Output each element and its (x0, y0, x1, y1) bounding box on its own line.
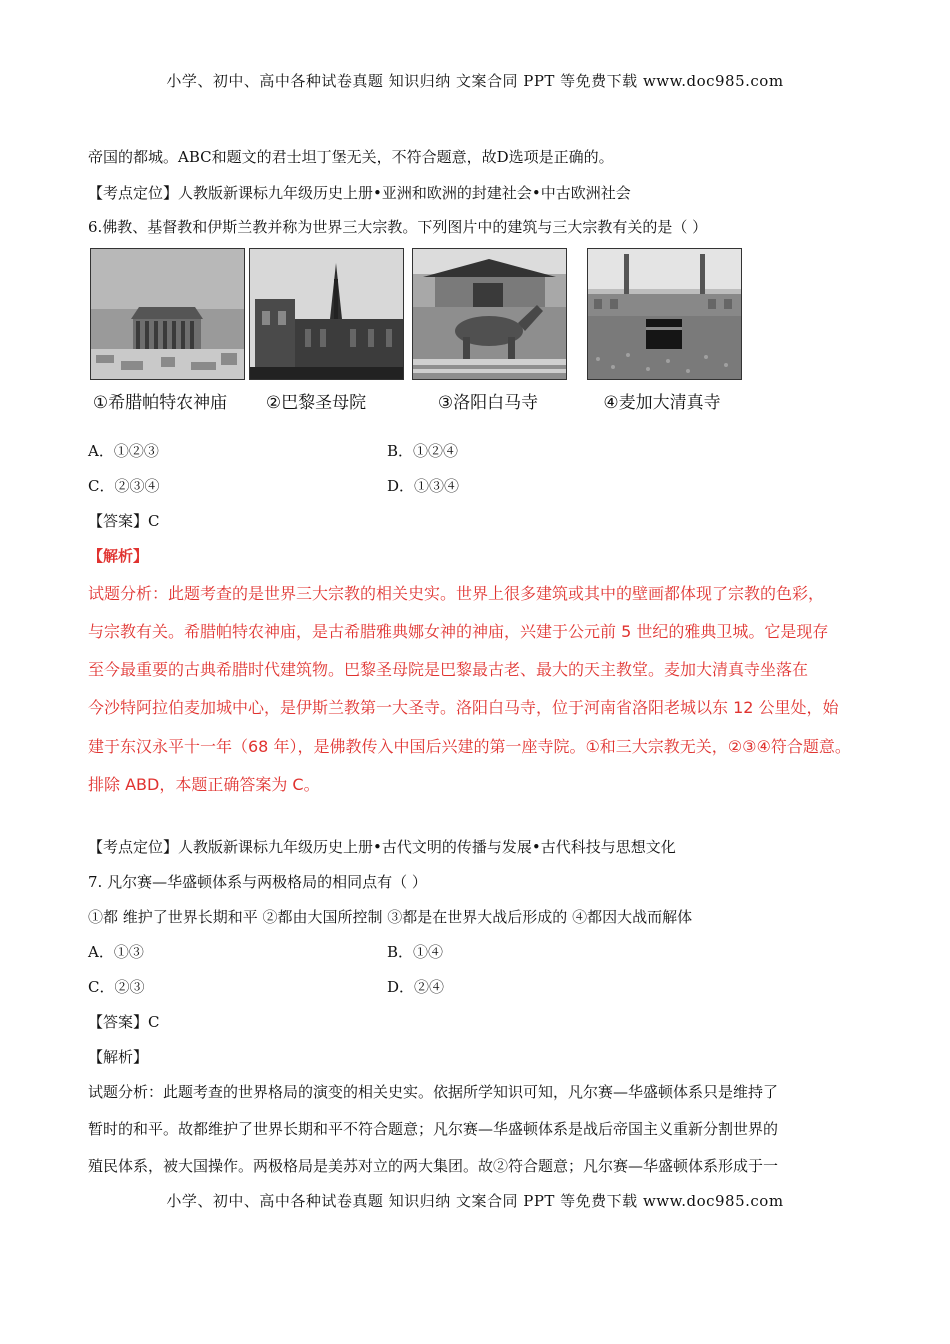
q6-option-b: B．①②④ (387, 442, 459, 460)
q7-analysis-line: 试题分析：此题考查的世界格局的演变的相关史实。依据所学知识可知，凡尔赛—华盛顿体系只是维持了 (88, 1083, 779, 1101)
q6-option-a: A．①②③ (88, 442, 159, 460)
q6-stem: 6.佛教、基督教和伊斯兰教并称为世界三大宗教。下列图片中的建筑与三大宗教有关的是（ ） (88, 218, 708, 236)
q7-option-c: C．②③ (88, 978, 145, 996)
notre-dame-photo (249, 248, 404, 380)
q7-option-d: D．②④ (387, 978, 445, 996)
q7-items: ①都 维护了世界长期和平 ②都由大国所控制 ③都是在世界大战后形成的 ④都因大战而解体 (88, 908, 693, 926)
q7-analysis-line: 殖民体系，被大国操作。两极格局是美苏对立的两大集团。故②符合题意；凡尔赛—华盛顿体系形成于一 (88, 1157, 779, 1175)
caption-white-horse-temple: ③洛阳白马寺 (437, 393, 539, 413)
q6-analysis-line: 试题分析：此题考查的是世界三大宗教的相关史实。世界上很多建筑或其中的壁画都体现了宗教的色彩， (88, 584, 825, 603)
q7-analysis-heading: 【解析】 (88, 1048, 149, 1066)
prev-analysis-line: 帝国的都城。ABC和题文的君士坦丁堡无关，不符合题意，故D选项是正确的。 (88, 148, 614, 166)
parthenon-photo (90, 248, 245, 380)
mecca-grand-mosque-photo (587, 248, 742, 380)
q6-kaodian: 【考点定位】人教版新课标九年级历史上册•古代文明的传播与发展•古代科技与思想文化 (88, 838, 676, 856)
q7-analysis-line: 暂时的和平。故都维护了世界长期和平不符合题意；凡尔赛—华盛顿体系是战后帝国主义重新分割世界的 (88, 1120, 779, 1138)
q6-option-d: D．①③④ (387, 477, 460, 495)
caption-notre-dame: ②巴黎圣母院 (265, 393, 367, 413)
prev-kaodian: 【考点定位】人教版新课标九年级历史上册•亚洲和欧洲的封建社会•中古欧洲社会 (88, 184, 631, 202)
q6-analysis-line: 排除 ABD，本题正确答案为 C。 (88, 775, 320, 794)
q6-analysis-heading: 【解析】 (88, 547, 149, 565)
q6-analysis-line: 与宗教有关。希腊帕特农神庙，是古希腊雅典娜女神的神庙，兴建于公元前 5 世纪的雅典卫城。它是现存 (88, 622, 829, 641)
q6-answer: 【答案】C (88, 512, 160, 530)
q6-option-c: C．②③④ (88, 477, 160, 495)
page-footer: 小学、初中、高中各种试卷真题 知识归纳 文案合同 PPT 等免费下载 www.doc985.com (166, 1192, 784, 1210)
q7-answer: 【答案】C (88, 1013, 160, 1031)
caption-parthenon: ①希腊帕特农神庙 (92, 393, 228, 413)
caption-mecca-mosque: ④麦加大清真寺 (603, 393, 721, 413)
q7-stem: 7. 凡尔赛—华盛顿体系与两极格局的相同点有（ ） (88, 873, 427, 891)
q7-option-a: A．①③ (88, 943, 144, 961)
q6-analysis-line: 今沙特阿拉伯麦加城中心，是伊斯兰教第一大圣寺。洛阳白马寺，位于河南省洛阳老城以东 12 公里处，始 (88, 698, 839, 717)
q6-analysis-line: 至今最重要的古典希腊时代建筑物。巴黎圣母院是巴黎最古老、最大的天主教堂。麦加大清真寺坐落在 (88, 660, 809, 679)
page-header: 小学、初中、高中各种试卷真题 知识归纳 文案合同 PPT 等免费下载 www.doc985.com (166, 72, 784, 90)
q6-analysis-line: 建于东汉永平十一年（68 年），是佛教传入中国后兴建的第一座寺院。①和三大宗教无关，②③④符合题意。 (88, 737, 851, 756)
white-horse-temple-photo (412, 248, 567, 380)
q7-option-b: B．①④ (387, 943, 444, 961)
